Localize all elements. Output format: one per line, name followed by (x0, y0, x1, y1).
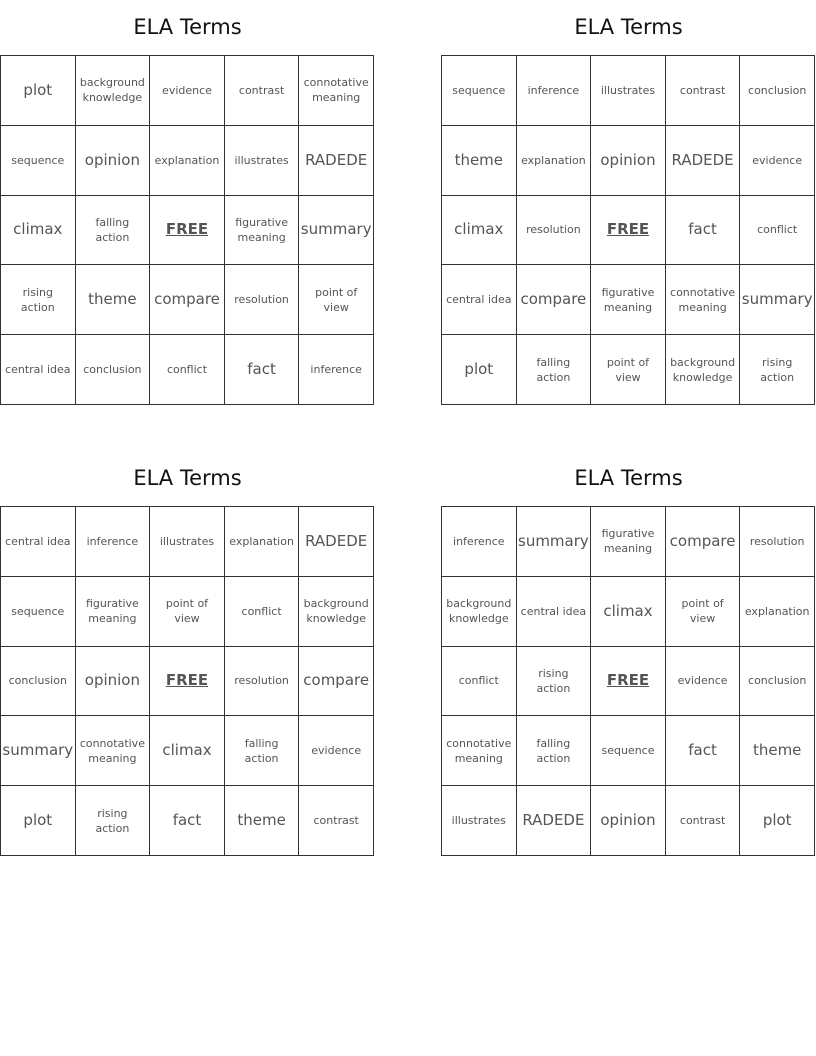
bingo-cell: conclusion (76, 335, 151, 405)
bingo-cell: evidence (666, 647, 741, 717)
bingo-cell: summary (740, 265, 815, 335)
bingo-cell: sequence (442, 56, 517, 126)
bingo-cell: background knowledge (442, 577, 517, 647)
bingo-cell: rising action (1, 265, 76, 335)
bingo-cell: contrast (225, 56, 300, 126)
bingo-cell: conclusion (1, 647, 76, 717)
bingo-cell: figurative meaning (76, 577, 151, 647)
bingo-cell: conclusion (740, 647, 815, 717)
bingo-cell: climax (1, 196, 76, 266)
bingo-grid (0, 506, 374, 856)
bingo-cell: resolution (740, 507, 815, 577)
bingo-cell: RADEDE (299, 126, 374, 196)
bingo-cell: point of view (150, 577, 225, 647)
bingo-cell: conflict (740, 196, 815, 266)
bingo-cell: climax (150, 716, 225, 786)
bingo-cell: inference (517, 56, 592, 126)
bingo-cell: opinion (591, 126, 666, 196)
bingo-cell: sequence (591, 716, 666, 786)
bingo-cell: central idea (1, 335, 76, 405)
bingo-cell: theme (225, 786, 300, 856)
bingo-cell: inference (76, 507, 151, 577)
bingo-cell: climax (442, 196, 517, 266)
bingo-cell: opinion (76, 647, 151, 717)
bingo-cell: plot (442, 335, 517, 405)
free-space-cell: FREE (591, 196, 666, 266)
bingo-cell: compare (150, 265, 225, 335)
bingo-cell: explanation (517, 126, 592, 196)
bingo-cell: conflict (150, 335, 225, 405)
bingo-cell: opinion (591, 786, 666, 856)
bingo-cell: point of view (591, 335, 666, 405)
bingo-cell: theme (442, 126, 517, 196)
bingo-cell: connotative meaning (299, 56, 374, 126)
card-title: ELA Terms (133, 466, 242, 490)
bingo-cell: illustrates (225, 126, 300, 196)
bingo-cell: rising action (740, 335, 815, 405)
bingo-cell: contrast (666, 786, 741, 856)
bingo-cell: central idea (442, 265, 517, 335)
bingo-cell: illustrates (591, 56, 666, 126)
bingo-cell: connotative meaning (666, 265, 741, 335)
bingo-grid (441, 55, 815, 405)
bingo-cell: connotative meaning (76, 716, 151, 786)
bingo-cell: falling action (517, 716, 592, 786)
bingo-grid (441, 506, 815, 856)
bingo-cell: fact (666, 716, 741, 786)
bingo-cell: falling action (225, 716, 300, 786)
bingo-cell: explanation (740, 577, 815, 647)
bingo-cell: plot (1, 56, 76, 126)
bingo-cell: falling action (517, 335, 592, 405)
bingo-cell: sequence (1, 126, 76, 196)
bingo-cell: opinion (76, 126, 151, 196)
bingo-cell: connotative meaning (442, 716, 517, 786)
bingo-cell: theme (740, 716, 815, 786)
bingo-cell: illustrates (150, 507, 225, 577)
bingo-cell: evidence (150, 56, 225, 126)
bingo-cell: summary (517, 507, 592, 577)
bingo-cell: explanation (150, 126, 225, 196)
bingo-cell: explanation (225, 507, 300, 577)
bingo-cell: figurative meaning (225, 196, 300, 266)
bingo-cell: central idea (517, 577, 592, 647)
bingo-cell: rising action (517, 647, 592, 717)
bingo-cell: figurative meaning (591, 507, 666, 577)
bingo-cell: figurative meaning (591, 265, 666, 335)
card-title: ELA Terms (574, 15, 683, 39)
bingo-cell: plot (740, 786, 815, 856)
bingo-cell: compare (666, 507, 741, 577)
bingo-cell: climax (591, 577, 666, 647)
bingo-cell: background knowledge (299, 577, 374, 647)
bingo-grid (0, 55, 374, 405)
bingo-cell: summary (299, 196, 374, 266)
bingo-cell: inference (299, 335, 374, 405)
bingo-cell: conflict (225, 577, 300, 647)
bingo-cell: fact (666, 196, 741, 266)
bingo-cell: central idea (1, 507, 76, 577)
bingo-cell: contrast (299, 786, 374, 856)
bingo-cell: conflict (442, 647, 517, 717)
bingo-cell: rising action (76, 786, 151, 856)
bingo-cell: resolution (517, 196, 592, 266)
free-space-cell: FREE (150, 196, 225, 266)
bingo-cell: resolution (225, 647, 300, 717)
bingo-cell: compare (299, 647, 374, 717)
bingo-cell: fact (225, 335, 300, 405)
bingo-cell: RADEDE (666, 126, 741, 196)
bingo-cell: evidence (299, 716, 374, 786)
bingo-cell: resolution (225, 265, 300, 335)
bingo-cell: contrast (666, 56, 741, 126)
bingo-cell: falling action (76, 196, 151, 266)
bingo-cell: point of view (666, 577, 741, 647)
bingo-cell: RADEDE (299, 507, 374, 577)
bingo-cell: evidence (740, 126, 815, 196)
bingo-cell: sequence (1, 577, 76, 647)
bingo-cell: background knowledge (76, 56, 151, 126)
free-space-cell: FREE (591, 647, 666, 717)
card-title: ELA Terms (133, 15, 242, 39)
bingo-cell: summary (1, 716, 76, 786)
bingo-cell: point of view (299, 265, 374, 335)
free-space-cell: FREE (150, 647, 225, 717)
bingo-cell: inference (442, 507, 517, 577)
bingo-cell: conclusion (740, 56, 815, 126)
bingo-cell: compare (517, 265, 592, 335)
card-title: ELA Terms (574, 466, 683, 490)
bingo-cell: plot (1, 786, 76, 856)
bingo-cell: theme (76, 265, 151, 335)
bingo-cell: RADEDE (517, 786, 592, 856)
bingo-cell: illustrates (442, 786, 517, 856)
bingo-cell: background knowledge (666, 335, 741, 405)
bingo-cell: fact (150, 786, 225, 856)
